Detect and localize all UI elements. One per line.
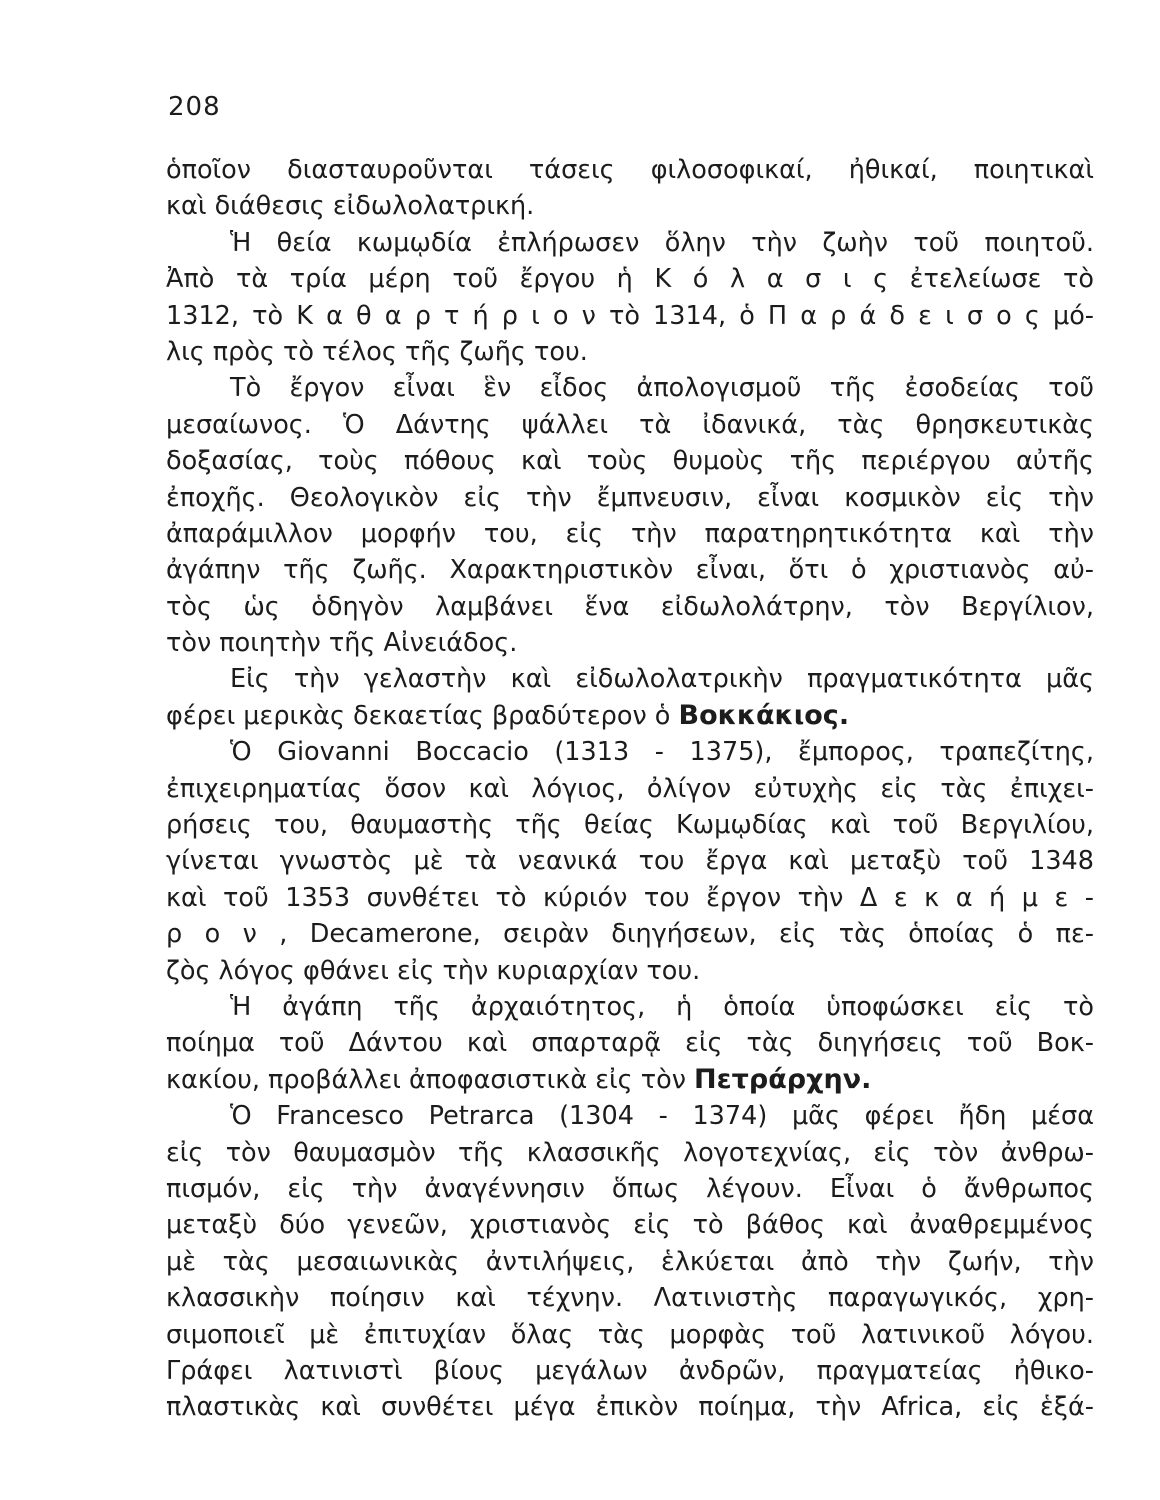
line-segment: πλαστικὰς καὶ συνθέτει μέγα ἐπικὸν ποίημα, τὴν Africa, εἰς ἑξά- (166, 1392, 1094, 1423)
text-line (166, 953, 1094, 989)
line-segment: μεσαίωνος. Ὁ Δάντης ψάλλει τὰ ἰδανικά, τὰς θρησκευτικὰς (166, 409, 1094, 440)
text-line (166, 1207, 1094, 1243)
page-number: 208 (168, 92, 221, 122)
line-segment: κλασσικὴν ποίησιν καὶ τέχνην. Λατινιστὴς παραγωγικός, χρη- (166, 1283, 1094, 1314)
text-line (166, 1280, 1094, 1316)
line-segment: μεταξὺ δύο γενεῶν, χριστιανὸς εἰς τὸ βάθος καὶ ἀναθρεμμένος (166, 1210, 1094, 1241)
text-line (166, 552, 1094, 588)
line-segment: πισμόν, εἰς τὴν ἀναγέννησιν ὅπως λέγουν. Εἶναι ὁ ἄνθρωπος (166, 1173, 1094, 1204)
bold-name: Βοκκάκιος. (678, 699, 850, 731)
text-line (166, 261, 1094, 297)
line-segment: 1312, τὸ Κ α θ α ρ τ ή ρ ι ο ν τὸ 1314, ὁ Π α ρ ά δ ε ι σ ο ς μό- (166, 300, 1094, 331)
text-line (166, 734, 1094, 770)
text-line (166, 152, 1094, 188)
line-segment: καὶ τοῦ 1353 συνθέτει τὸ κύριόν του ἔργον τὴν Δ ε κ α ή μ ε - (166, 882, 1094, 913)
text-line (166, 1244, 1094, 1280)
line-segment: εἰς τὸν θαυμασμὸν τῆς κλασσικῆς λογοτεχνίας, εἰς τὸν ἀνθρω- (166, 1137, 1094, 1168)
line-segment: φέρει μερικὰς δεκαετίας βραδύτερον ὁ (166, 700, 679, 731)
text-line (166, 443, 1094, 479)
line-segment: ἀπαράμιλλον μορφήν του, εἰς τὴν παρατηρητικότητα καὶ τὴν (166, 518, 1094, 549)
body-text (166, 152, 1094, 1426)
line-segment: Τὸ ἔργον εἶναι ἓν εἶδος ἀπολογισμοῦ τῆς ἐσοδείας τοῦ (230, 373, 1094, 404)
line-segment: Ὁ Giovanni Boccacio (1313 - 1375), ἔμπορος, τραπεζίτης, (230, 737, 1094, 768)
line-segment: γίνεται γνωστὸς μὲ τὰ νεανικά του ἔργα καὶ μεταξὺ τοῦ 1348 (166, 846, 1094, 877)
text-line (166, 370, 1094, 406)
text-line (166, 989, 1094, 1025)
text-line (166, 1171, 1094, 1207)
line-segment: Ἡ ἀγάπη τῆς ἀρχαιότητος, ἡ ὁποία ὑποφώσκει εἰς τὸ (230, 991, 1094, 1022)
line-segment: κακίου, προβάλλει ἀποφασιστικὰ εἰς τὸν (166, 1064, 695, 1095)
text-line (166, 661, 1094, 697)
text-line (166, 1389, 1094, 1425)
text-line (166, 916, 1094, 952)
text-line (166, 298, 1094, 334)
text-line (166, 1353, 1094, 1389)
text-line (166, 589, 1094, 625)
line-segment: τὸν ποιητὴν τῆς Αἰνειάδος. (166, 628, 518, 659)
text-line (166, 771, 1094, 807)
line-segment: Γράφει λατινιστὶ βίους μεγάλων ἀνδρῶν, πραγματείας ἠθικο- (166, 1355, 1094, 1386)
text-line (166, 188, 1094, 224)
text-line (166, 1025, 1094, 1061)
line-segment: ἀγάπην τῆς ζωῆς. Χαρακτηριστικὸν εἶναι, ὅτι ὁ χριστιανὸς αὐ- (166, 555, 1094, 586)
line-segment: δοξασίας, τοὺς πόθους καὶ τοὺς θυμοὺς τῆς περιέργου αὐτῆς (166, 446, 1094, 477)
line-segment: ρήσεις του, θαυμαστὴς τῆς θείας Κωμῳδίας καὶ τοῦ Βεργιλίου, (166, 810, 1094, 841)
line-segment: ποίημα τοῦ Δάντου καὶ σπαρταρᾷ εἰς τὰς διηγήσεις τοῦ Βοκ- (166, 1028, 1094, 1059)
text-line (166, 1317, 1094, 1353)
line-segment: ὁποῖον διασταυροῦνται τάσεις φιλοσοφικαί, ἠθικαί, ποιητικαὶ (166, 155, 1094, 185)
line-segment: μὲ τὰς μεσαιωνικὰς ἀντιλήψεις, ἑλκύεται ἀπὸ τὴν ζωήν, τὴν (166, 1246, 1094, 1277)
text-line (166, 807, 1094, 843)
text-line (166, 1062, 1094, 1098)
line-segment: ρ ο ν , Decamerone, σειρὰν διηγήσεων, εἰς τὰς ὁποίας ὁ πε- (166, 919, 1094, 950)
bold-name: Πετράρχην. (694, 1063, 872, 1095)
text-line (166, 407, 1094, 443)
text-line (166, 843, 1094, 879)
line-segment: Ἡ θεία κωμῳδία ἐπλήρωσεν ὅλην τὴν ζωὴν τοῦ ποιητοῦ. (230, 227, 1094, 258)
text-line (166, 698, 1094, 734)
line-segment: καὶ διάθεσις εἰδωλολατρική. (166, 191, 535, 222)
line-segment: ἐποχῆς. Θεολογικὸν εἰς τὴν ἔμπνευσιν, εἶναι κοσμικὸν εἰς τὴν (166, 482, 1094, 513)
line-segment: ἐπιχειρηματίας ὅσον καὶ λόγιος, ὀλίγον εὐτυχὴς εἰς τὰς ἐπιχει- (166, 773, 1094, 804)
line-segment: τὸς ὡς ὁδηγὸν λαμβάνει ἕνα εἰδωλολάτρην, τὸν Βεργίλιον, (166, 591, 1094, 622)
text-line (166, 1135, 1094, 1171)
text-line (166, 225, 1094, 261)
text-line (166, 1098, 1094, 1134)
line-segment: Ἀπὸ τὰ τρία μέρη τοῦ ἔργου ἡ Κ ό λ α σ ι ς ἐτελείωσε τὸ (166, 264, 1094, 295)
text-line (166, 480, 1094, 516)
line-segment: ζὸς λόγος φθάνει εἰς τὴν κυριαρχίαν του. (166, 955, 701, 986)
text-line (166, 516, 1094, 552)
line-segment: Εἰς τὴν γελαστὴν καὶ εἰδωλολατρικὴν πραγματικότητα μᾶς (230, 664, 1094, 695)
line-segment: σιμοποιεῖ μὲ ἐπιτυχίαν ὅλας τὰς μορφὰς τοῦ λατινικοῦ λόγου. (166, 1319, 1094, 1350)
text-line (166, 334, 1094, 370)
line-segment: λις πρὸς τὸ τέλος τῆς ζωῆς του. (166, 336, 588, 367)
line-segment: Ὁ Francesco Petrarca (1304 - 1374) μᾶς φέρει ἤδη μέσα (230, 1101, 1094, 1132)
text-line (166, 880, 1094, 916)
text-line (166, 625, 1094, 661)
